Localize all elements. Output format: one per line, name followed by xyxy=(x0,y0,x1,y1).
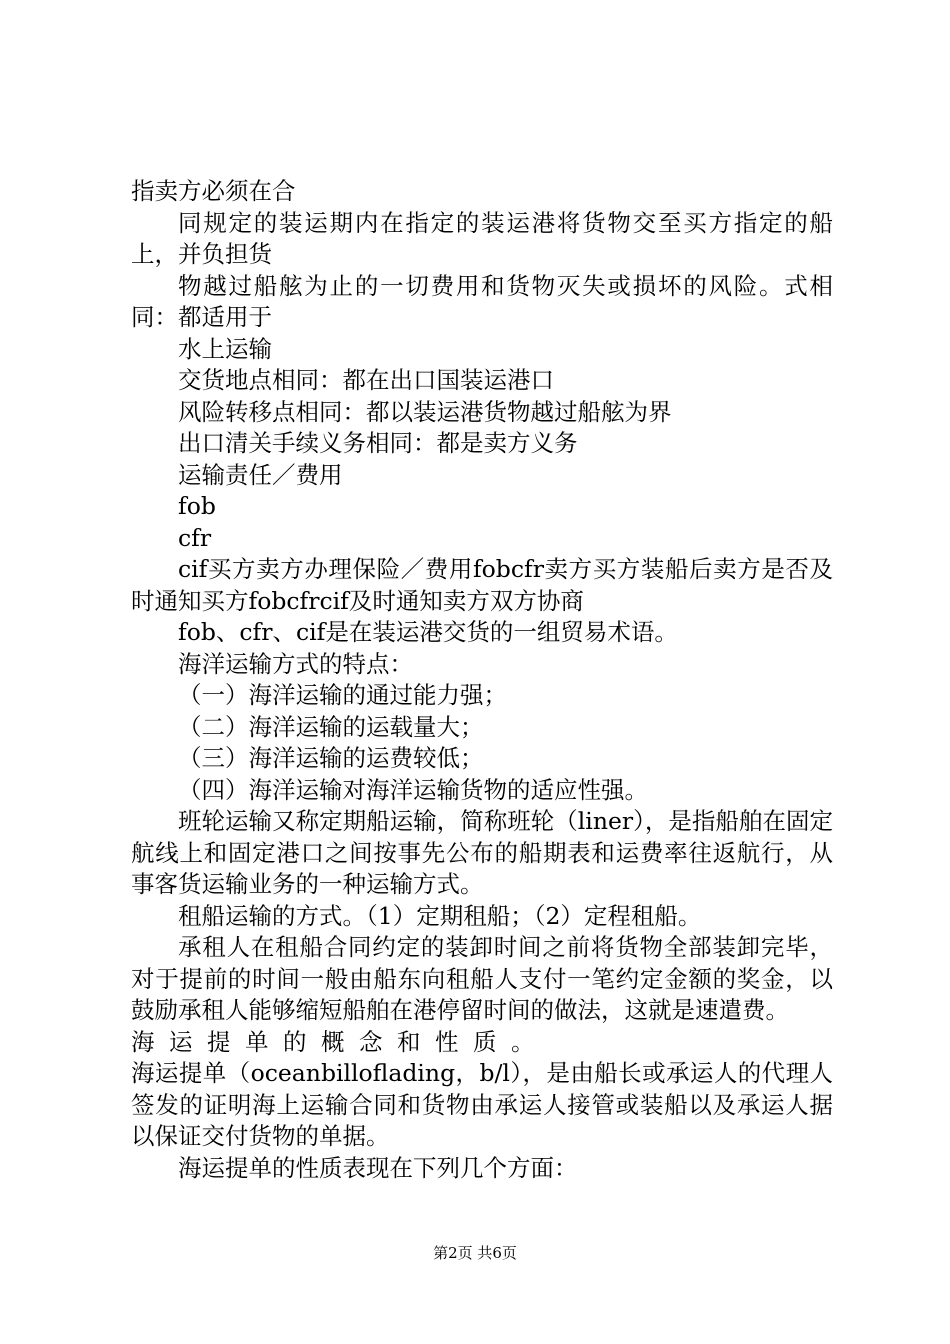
paragraph-8: 运输责任／费用 xyxy=(178,460,343,489)
paragraph-last: 海运提单的性质表现在下列几个方面： xyxy=(178,1153,578,1182)
paragraph-15: （二）海洋运输的运载量大； xyxy=(178,712,484,741)
bill-of-lading-heading-text: 海运提单的概念和性质。 xyxy=(131,1027,549,1056)
paragraph-12: fob、cfr、cif是在装运港交货的一组贸易术语。 xyxy=(178,618,678,646)
paragraph-13: 海洋运输方式的特点： xyxy=(178,649,413,678)
paragraph-4: 水上运输 xyxy=(178,334,272,363)
paragraph-5: 交货地点相同：都在出口国装运港口 xyxy=(178,366,554,394)
document-body xyxy=(131,176,833,1184)
paragraph-17: （四）海洋运输对海洋运输货物的适应性强。 xyxy=(178,775,648,804)
bill-of-lading-paragraph: 海运提单（oceanbilloflading，b/l），是由船长或承运人的代理人签发的证明海上运输合同和货物由承运人接管或装船以及承运人据以保证交付货物的单据。 xyxy=(131,1059,833,1150)
paragraph-16: （三）海洋运输的运费较低； xyxy=(178,744,484,772)
paragraph-3: 物越过船舷为止的一切费用和货物灭失或损坏的风险。式相同：都适用于 xyxy=(131,271,833,331)
paragraph-20: 承租人在租船合同约定的装卸时间之前将货物全部装卸完毕，对于提前的时间一般由船东向租船人支付一笔约定金额的奖金，以鼓励承租人能够缩短船舶在港停留时间的做法，这就是速遣费。 xyxy=(131,933,833,1024)
paragraph-11: cif买方卖方办理保险／费用fobcfr卖方买方装船后卖方是否及时通知买方fobcfrcif及时通知卖方双方协商 xyxy=(131,555,833,615)
paragraph-6: 风险转移点相同：都以装运港货物越过船舷为界 xyxy=(178,397,672,426)
paragraph-2: 同规定的装运期内在指定的装运港将货物交至买方指定的船上，并负担货 xyxy=(131,208,833,268)
paragraph-1: 指卖方必须在合 xyxy=(131,177,296,205)
paragraph-7: 出口清关手续义务相同：都是卖方义务 xyxy=(178,429,578,457)
page-number: 第2页 共6页 xyxy=(433,1244,517,1262)
paragraph-18: 班轮运输又称定期船运输，简称班轮（liner），是指船舶在固定航线上和固定港口之间按事先公布的船期表和运费率往返航行，从事客货运输业务的一种运输方式。 xyxy=(131,807,833,898)
paragraph-9: fob xyxy=(178,492,216,520)
bill-of-lading-heading-line xyxy=(131,1027,833,1059)
paragraph-10: cfr xyxy=(178,523,212,552)
paragraph-14: （一）海洋运输的通过能力强； xyxy=(178,681,507,709)
paragraph-19: 租船运输的方式。（1）定期租船；（2）定程租船。 xyxy=(178,901,702,930)
